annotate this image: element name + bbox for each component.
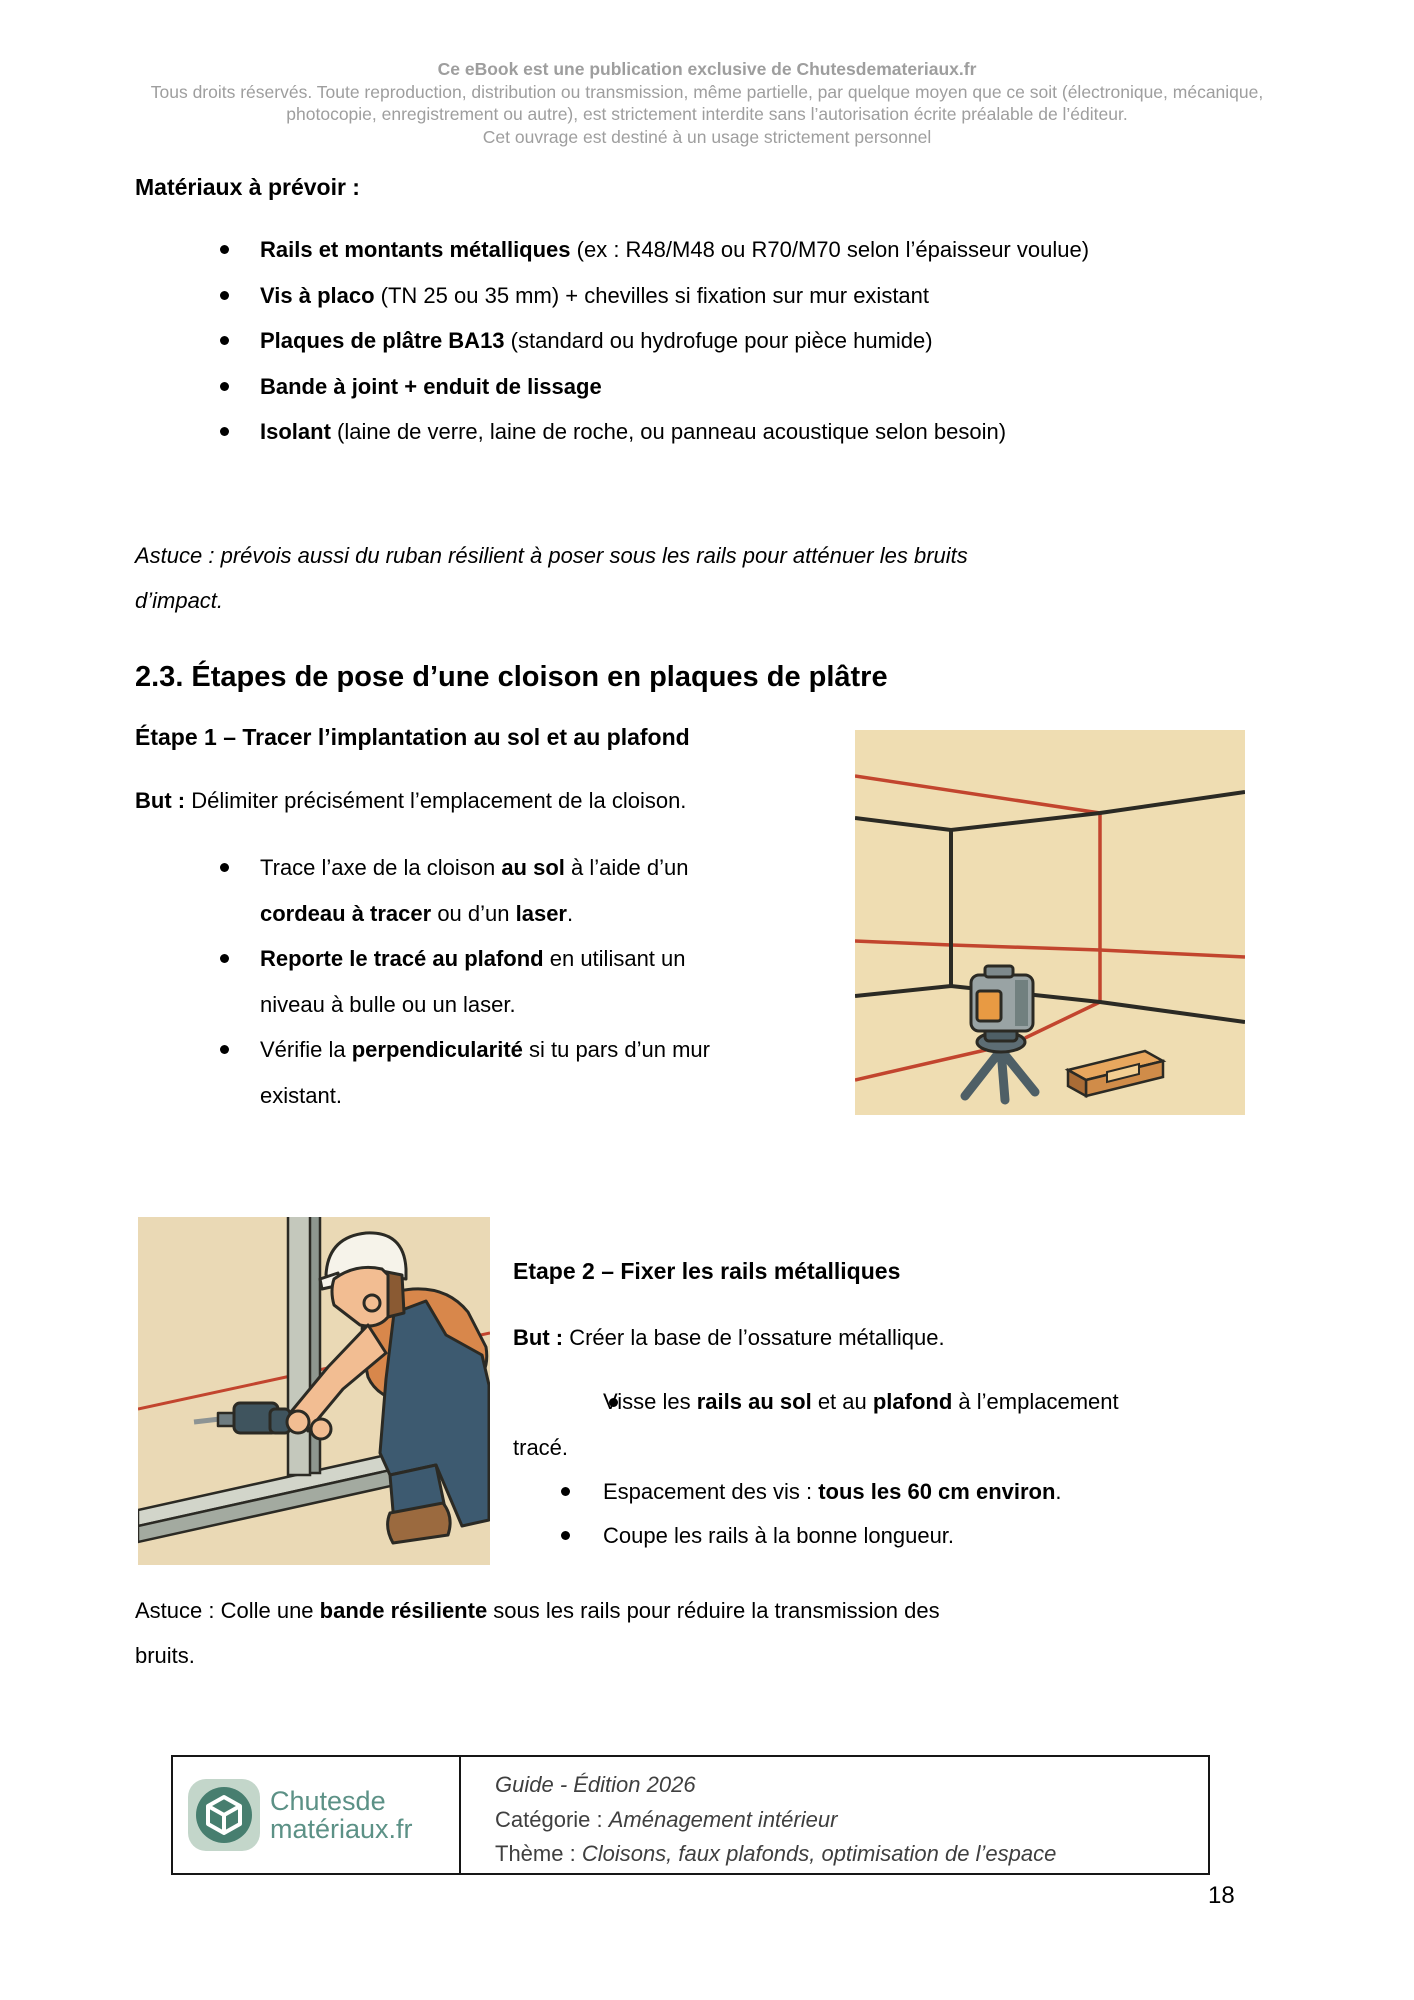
step1-list [135,845,860,1118]
list-item-text: Coupe les rails à la bonne longueur. [603,1523,955,1548]
footer-guide-line: Guide - Édition 2026 [495,1772,696,1797]
illustration-background [855,730,1245,1115]
logo-line: Chutesde [270,1786,386,1816]
bullet-icon [561,1531,570,1540]
step1-goal: But : Délimiter précisément l’emplacement de la cloison. [135,788,687,813]
footer-theme-line: Thème : Cloisons, faux plafonds, optimisation de l’espace [495,1841,1057,1866]
bullet-icon [220,382,229,391]
materials-heading: Matériaux à prévoir : [135,174,360,200]
list-item [135,1027,860,1118]
list-item [513,1470,1295,1514]
bullet-icon [561,1379,603,1425]
list-item-text: Vérifie la perpendicularité si tu pars d’un mur existant. [260,1037,710,1108]
logo-text [270,1787,413,1843]
list-item [135,409,1295,455]
hand [311,1419,331,1439]
step2-item-visse [513,1379,1295,1470]
bullet-icon [220,336,229,345]
list-item-text: Isolant (laine de verre, laine de roche, ou panneau acoustique selon besoin) [260,419,1007,444]
step1-heading: Étape 1 – Tracer l’implantation au sol et au plafond [135,724,690,750]
logo-line: matériaux.fr [270,1814,413,1844]
disclaimer-line: photocopie, enregistrement ou autre), est strictement interdite sans l’autorisation écrite préalable de l’éditeur. [286,104,1128,124]
list-item [513,1514,1295,1558]
step2-heading: Etape 2 – Fixer les rails métalliques [513,1258,901,1284]
bullet-icon [220,427,229,436]
bullet-icon [220,291,229,300]
copyright-disclaimer [87,58,1327,148]
bullet-icon [220,1045,229,1054]
list-item-text: Rails et montants métalliques (ex : R48/M48 ou R70/M70 selon l’épaisseur voulue) [260,237,1090,262]
bullet-icon [220,863,229,872]
list-item [135,364,1295,410]
hand [287,1411,309,1433]
list-item-text: Trace l’axe de la cloison au sol à l’aide d’un cordeau à tracer ou d’un laser. [260,855,689,926]
list-item-text: Visse les rails au sol et au plafond à l’emplacement tracé. [513,1389,1119,1460]
disclaimer-line: Cet ouvrage est destiné à un usage strictement personnel [482,126,932,147]
section-heading: 2.3. Étapes de pose d’une cloison en plaques de plâtre [135,661,888,693]
disclaimer-line: Tous droits réservés. Toute reproduction, distribution ou transmission, même partielle, par quelque moyen que ce soit (électronique, mécanique, [150,81,1264,102]
worker-drilling-illustration [138,1217,490,1565]
bullet-icon [220,954,229,963]
step2-list [513,1470,1295,1558]
step2-goal: But : Créer la base de l’ossature métallique. [513,1325,945,1350]
list-item-text: Plaques de plâtre BA13 (standard ou hydrofuge pour pièce humide) [260,328,933,353]
disclaimer-line: Ce eBook est une publication exclusive de Chutesdemateriaux.fr [437,59,977,79]
logo-icon [186,1777,262,1853]
footer-meta [461,1757,1208,1873]
list-item [135,318,1295,364]
brand-logo [173,1757,461,1873]
list-item [135,845,860,936]
step2-block [513,1258,1295,1351]
list-item-text: Bande à joint + enduit de lissage [260,373,602,399]
tip-bande-resiliente: Astuce : Colle une bande résiliente sous les rails pour réduire la transmission des bruits. [135,1598,940,1668]
page-number: 18 [1208,1882,1235,1909]
tip-ruban-resilient: Astuce : prévois aussi du ruban résilient à poser sous les rails pour atténuer les bruits d’impact. [135,543,968,613]
list-item-text: Espacement des vis : tous les 60 cm environ. [603,1479,1062,1504]
list-item-text: Reporte le tracé au plafond en utilisant un niveau à bulle ou un laser. [260,946,686,1017]
laser-level-room-illustration [855,730,1245,1115]
bullet-icon [561,1487,570,1496]
materials-list [135,227,1295,455]
bullet-icon [220,245,229,254]
footer-category-line: Catégorie : Aménagement intérieur [495,1806,838,1832]
step1-block [135,724,860,814]
list-item-text: Vis à placo (TN 25 ou 35 mm) + chevilles si fixation sur mur existant [260,282,930,308]
list-item [135,936,860,1027]
list-item [135,273,1295,319]
footer-info-box [171,1755,1210,1875]
list-item [135,227,1295,273]
